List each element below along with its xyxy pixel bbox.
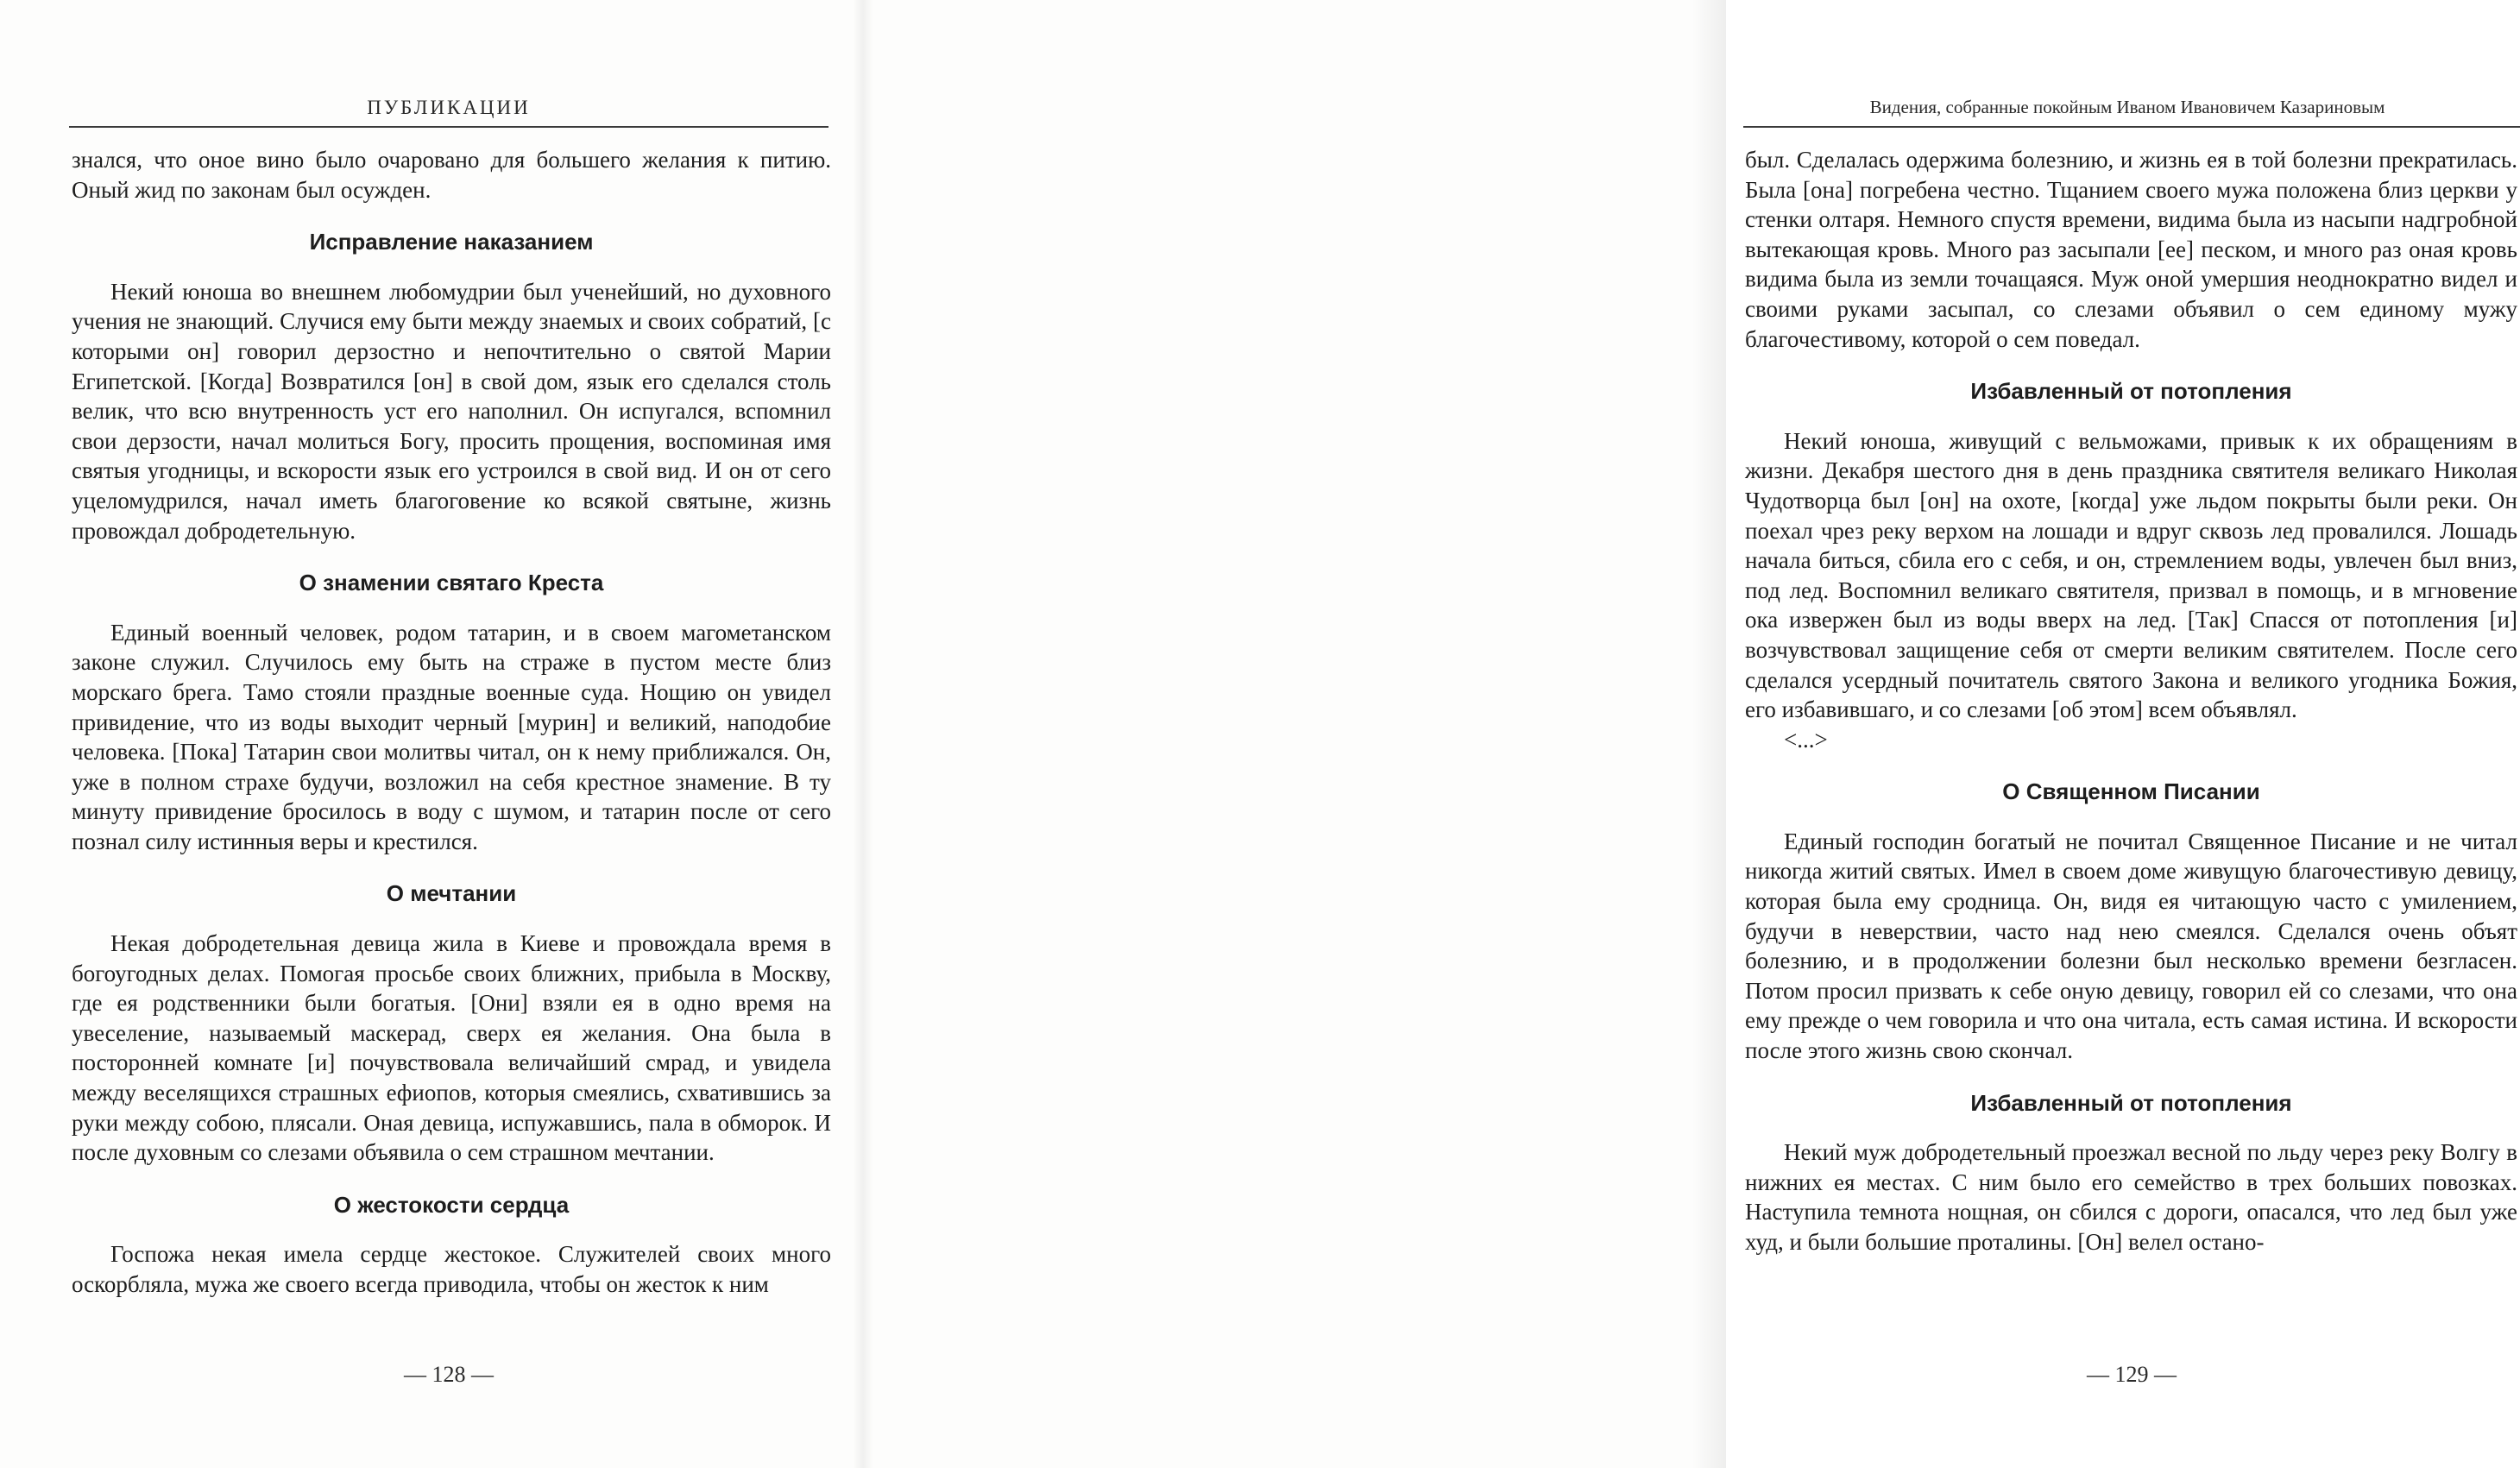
section-heading: О мечтании xyxy=(386,880,517,907)
header-rule-left xyxy=(69,126,828,128)
section-heading: Избавленный от потопления xyxy=(1970,1089,2292,1116)
paragraph: Некий муж добродетельный проезжал весной по льду через реку Волгу в нижних ея местах. С ним было его семейство в трех больших повозках. Наступила темнота нощная, он сбился с дороги, опасался, что лед был уже худ, и были большие проталины. [Он] велел остано- xyxy=(1745,1139,2517,1255)
ellipsis-marker: <...> xyxy=(1784,726,1828,753)
header-rule-right xyxy=(1743,126,2520,128)
paragraph: был. Сделалась одержима болезнию, и жизнь ея в той болезни прекратилась. Была [она] погребена честно. Тщанием своего мужа положена близ церкви у стенки олтаря. Немного спустя времени, видима была из насыпи надгробной вытекающая кровь. Много раз засыпали [ее] песком, и много раз оная кровь видима была из земли точащаяся. Муж оной умершия неоднократно видел и своими руками засыпал, со слезами объявил о сем единому мужу благочестивому, которой о сем поведал. xyxy=(1745,147,2517,352)
page-edge-shadow xyxy=(1692,0,1726,1468)
right-column xyxy=(1745,145,2517,1257)
left-column xyxy=(72,145,831,1300)
paragraph: Некий юноша во внешнем любомудрии был ученейший, но духовного учения не знающий. Случися ему быти между знаемых и своих собратий, [с которыми он] говорил дерзостно и непочтительно о святой Марии Египетской. [Когда] Возвратился [он] в свой дом, язык его сделался столь велик, что всю внутренность уст его наполнил. Он испугался, вспомнил свои дерзости, начал молиться Богу, просить прощения, воспоминая имя святыя угодницы, и вскорости язык его устроился в свой вид. И он от сего уцеломудрился, начал иметь благоговение ко всякой святыне, жизнь провождал добродетельную. xyxy=(72,278,831,544)
section-heading: О Священном Писании xyxy=(2002,778,2260,805)
left-page xyxy=(0,0,863,1468)
right-page xyxy=(863,0,2517,1468)
paragraph: Единый военный человек, родом татарин, и в своем магометанском законе служил. Случилось ему быть на страже в пустом месте близ морскаго брега. Тамо стояли праздные военные суда. Нощию он увидел привидение, что из воды выходит черный [мурин] и великий, наподобие человека. [Пока] Татарин свои молитвы читал, он к нему приближался. Он, уже в полном страхе будучи, возложил на себя крестное знамение. В ту минуту привидение бросилось в воду с шумом, и татарин после от сего познал силу истинныя веры и крестился. xyxy=(72,619,831,854)
page-number-left: — 128 — xyxy=(404,1362,494,1387)
paragraph: Некая добродетельная девица жила в Киеве и провождала время в богоугодных делах. Помогая просьбе своих ближних, прибыла в Москву, где ея родственники были богатыя. [Они] взяли ея в одно время на увеселение, называемый маскерад, сверх ея желания. Она была в посторонней комнате [и] почувствовала величайший смрад, и увидела между веселящихся страшных ефиопов, которыя смеялись, схватившись за руки между собою, плясали. Оная девица, испужавшись, пала в обморок. И после духовным со слезами объявила о сем страшном мечтании. xyxy=(72,930,831,1166)
section-heading: Исправление наказанием xyxy=(309,229,594,255)
section-heading: О знамении святаго Креста xyxy=(299,570,604,596)
paragraph: Некий юноша, живущий с вельможами, привык к их обращениям в жизни. Декабря шестого дня в день праздника святителя великаго Николая Чудотворца был [он] на охоте, [когда] уже льдом покрыты были реки. Он поехал чрез реку верхом на лошади и вдруг сквозь лед провалился. Лошадь начала биться, сбила его с себя, и он, стремлением воды, увлечен был вниз, под лед. Воспомнил великаго святителя, призвал в помощь, и в мгновение ока извержен был из воды вверх на лед. [Так] Спасся от потопления [и] возчувствовал защищение себя от смерти великим святителем. После сего сделался усердный почитатель святого Закона и великого угодника Божия, его избавившаго, и со слезами [об этом] всем объявлял. xyxy=(1745,427,2517,723)
paragraph: Единый господин богатый не почитал Священное Писание и не читал никогда житий святых. Имел в своем доме живущую благочестивую девицу, которая была ему сродница. Он, видя ея читающую часто с умилением, будучи в неверствии, часто над нею смеялся. Сделался очень объят болезнию, и в продолжении болезни был несколько времени безгласен. Потом просил призвать к себе оную девицу, говорил ей со слезами, что она ему прежде о чем говорила и что она читала, есть самая истина. И вскорости после этого жизнь свою скончал. xyxy=(1745,828,2517,1064)
page-number-right: — 129 — xyxy=(2087,1362,2177,1387)
running-head-right: Видения, собранные покойным Иваном Ивановичем Казариновым xyxy=(1869,97,2385,117)
paragraph: знался, что оное вино было очаровано для большего желания к питию. Оный жид по законам был осужден. xyxy=(72,147,831,203)
section-heading: Избавленный от потопления xyxy=(1970,378,2292,405)
paragraph: Госпожа некая имела сердце жестокое. Служителей своих много оскорбляла, мужа же своего всегда приводила, чтобы он жесток к ним xyxy=(72,1241,831,1297)
section-heading: О жестокости сердца xyxy=(333,1191,570,1218)
running-head-left: ПУБЛИКАЦИИ xyxy=(367,97,531,118)
